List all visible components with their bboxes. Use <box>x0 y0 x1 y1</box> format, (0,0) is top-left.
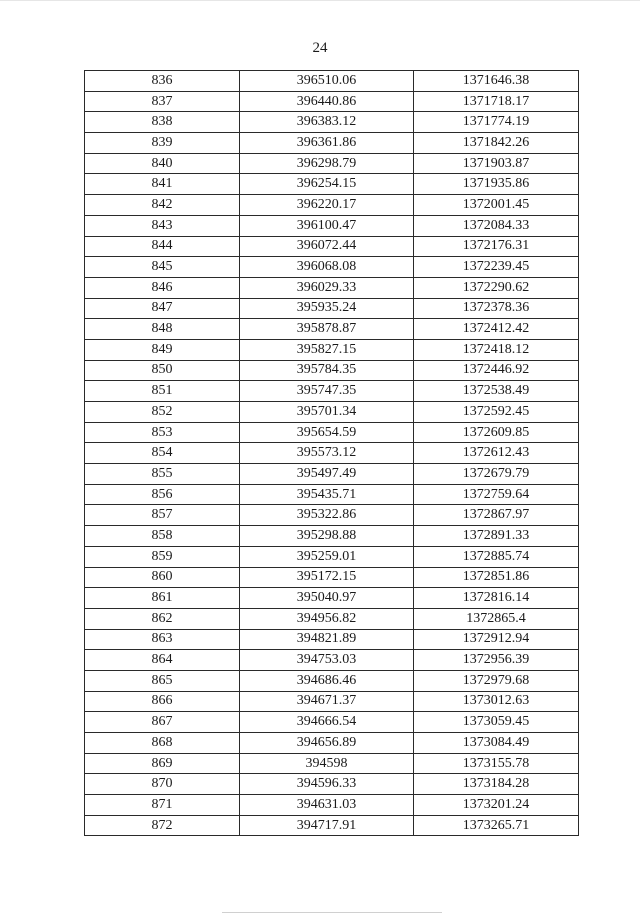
y-coordinate-cell: 1372612.43 <box>414 443 579 464</box>
y-coordinate-cell: 1372378.36 <box>414 298 579 319</box>
x-coordinate-cell: 394671.37 <box>240 691 414 712</box>
table-row <box>85 236 579 257</box>
x-coordinate-cell: 396029.33 <box>240 277 414 298</box>
y-coordinate-cell: 1372446.92 <box>414 360 579 381</box>
table-row <box>85 629 579 650</box>
point-number-cell: 848 <box>85 319 240 340</box>
point-number-cell: 858 <box>85 526 240 547</box>
y-coordinate-cell: 1371718.17 <box>414 91 579 112</box>
y-coordinate-cell: 1372084.33 <box>414 215 579 236</box>
table-row <box>85 215 579 236</box>
y-coordinate-cell: 1372592.45 <box>414 402 579 423</box>
x-coordinate-cell: 395747.35 <box>240 381 414 402</box>
y-coordinate-cell: 1372851.86 <box>414 567 579 588</box>
table-row <box>85 402 579 423</box>
coordinate-table <box>84 70 579 836</box>
x-coordinate-cell: 395040.97 <box>240 588 414 609</box>
y-coordinate-cell: 1372865.4 <box>414 608 579 629</box>
point-number-cell: 854 <box>85 443 240 464</box>
point-number-cell: 846 <box>85 277 240 298</box>
table-row <box>85 733 579 754</box>
point-number-cell: 837 <box>85 91 240 112</box>
table-row <box>85 795 579 816</box>
point-number-cell: 856 <box>85 484 240 505</box>
y-coordinate-cell: 1373265.71 <box>414 815 579 836</box>
x-coordinate-cell: 394598 <box>240 753 414 774</box>
x-coordinate-cell: 395497.49 <box>240 464 414 485</box>
y-coordinate-cell: 1373184.28 <box>414 774 579 795</box>
x-coordinate-cell: 395784.35 <box>240 360 414 381</box>
x-coordinate-cell: 396298.79 <box>240 153 414 174</box>
y-coordinate-cell: 1371646.38 <box>414 71 579 92</box>
y-coordinate-cell: 1373201.24 <box>414 795 579 816</box>
x-coordinate-cell: 395878.87 <box>240 319 414 340</box>
x-coordinate-cell: 394656.89 <box>240 733 414 754</box>
page-number: 24 <box>312 40 328 56</box>
y-coordinate-cell: 1372176.31 <box>414 236 579 257</box>
y-coordinate-cell: 1372412.42 <box>414 319 579 340</box>
x-coordinate-cell: 394666.54 <box>240 712 414 733</box>
table-row <box>85 91 579 112</box>
y-coordinate-cell: 1372979.68 <box>414 670 579 691</box>
y-coordinate-cell: 1373155.78 <box>414 753 579 774</box>
table-row <box>85 546 579 567</box>
y-coordinate-cell: 1371935.86 <box>414 174 579 195</box>
x-coordinate-cell: 396220.17 <box>240 195 414 216</box>
y-coordinate-cell: 1371842.26 <box>414 133 579 154</box>
y-coordinate-cell: 1372759.64 <box>414 484 579 505</box>
x-coordinate-cell: 395172.15 <box>240 567 414 588</box>
table-row <box>85 484 579 505</box>
point-number-cell: 870 <box>85 774 240 795</box>
table-row <box>85 195 579 216</box>
point-number-cell: 844 <box>85 236 240 257</box>
point-number-cell: 851 <box>85 381 240 402</box>
y-coordinate-cell: 1372816.14 <box>414 588 579 609</box>
point-number-cell: 872 <box>85 815 240 836</box>
point-number-cell: 850 <box>85 360 240 381</box>
y-coordinate-cell: 1372538.49 <box>414 381 579 402</box>
x-coordinate-cell: 396440.86 <box>240 91 414 112</box>
x-coordinate-cell: 395701.34 <box>240 402 414 423</box>
point-number-cell: 843 <box>85 215 240 236</box>
point-number-cell: 842 <box>85 195 240 216</box>
point-number-cell: 849 <box>85 339 240 360</box>
table-row <box>85 670 579 691</box>
x-coordinate-cell: 394631.03 <box>240 795 414 816</box>
table-row <box>85 526 579 547</box>
point-number-cell: 853 <box>85 422 240 443</box>
y-coordinate-cell: 1372912.94 <box>414 629 579 650</box>
scan-edge-bottom <box>222 912 442 913</box>
y-coordinate-cell: 1372679.79 <box>414 464 579 485</box>
y-coordinate-cell: 1372867.97 <box>414 505 579 526</box>
table-row <box>85 381 579 402</box>
table-row <box>85 277 579 298</box>
table-row <box>85 443 579 464</box>
y-coordinate-cell: 1372609.85 <box>414 422 579 443</box>
point-number-cell: 863 <box>85 629 240 650</box>
point-number-cell: 862 <box>85 608 240 629</box>
table-row <box>85 753 579 774</box>
y-coordinate-cell: 1373059.45 <box>414 712 579 733</box>
point-number-cell: 871 <box>85 795 240 816</box>
table-row <box>85 174 579 195</box>
table-row <box>85 650 579 671</box>
point-number-cell: 838 <box>85 112 240 133</box>
y-coordinate-cell: 1372239.45 <box>414 257 579 278</box>
table-row <box>85 133 579 154</box>
table-row <box>85 608 579 629</box>
x-coordinate-cell: 394717.91 <box>240 815 414 836</box>
x-coordinate-cell: 395654.59 <box>240 422 414 443</box>
point-number-cell: 845 <box>85 257 240 278</box>
y-coordinate-cell: 1372418.12 <box>414 339 579 360</box>
x-coordinate-cell: 396100.47 <box>240 215 414 236</box>
table-row <box>85 153 579 174</box>
x-coordinate-cell: 396510.06 <box>240 71 414 92</box>
y-coordinate-cell: 1372290.62 <box>414 277 579 298</box>
table-row <box>85 815 579 836</box>
table-row <box>85 257 579 278</box>
point-number-cell: 869 <box>85 753 240 774</box>
point-number-cell: 836 <box>85 71 240 92</box>
x-coordinate-cell: 394956.82 <box>240 608 414 629</box>
point-number-cell: 841 <box>85 174 240 195</box>
x-coordinate-cell: 394596.33 <box>240 774 414 795</box>
point-number-cell: 855 <box>85 464 240 485</box>
table-row <box>85 71 579 92</box>
table-row <box>85 339 579 360</box>
point-number-cell: 868 <box>85 733 240 754</box>
x-coordinate-cell: 394821.89 <box>240 629 414 650</box>
table-row <box>85 588 579 609</box>
x-coordinate-cell: 394753.03 <box>240 650 414 671</box>
table-row <box>85 464 579 485</box>
table-row <box>85 712 579 733</box>
table-row <box>85 422 579 443</box>
table-row <box>85 774 579 795</box>
x-coordinate-cell: 395435.71 <box>240 484 414 505</box>
x-coordinate-cell: 396361.86 <box>240 133 414 154</box>
point-number-cell: 867 <box>85 712 240 733</box>
table-row <box>85 112 579 133</box>
point-number-cell: 865 <box>85 670 240 691</box>
x-coordinate-cell: 395827.15 <box>240 339 414 360</box>
point-number-cell: 859 <box>85 546 240 567</box>
point-number-cell: 839 <box>85 133 240 154</box>
point-number-cell: 864 <box>85 650 240 671</box>
point-number-cell: 860 <box>85 567 240 588</box>
point-number-cell: 866 <box>85 691 240 712</box>
y-coordinate-cell: 1372885.74 <box>414 546 579 567</box>
point-number-cell: 840 <box>85 153 240 174</box>
x-coordinate-cell: 394686.46 <box>240 670 414 691</box>
table-row <box>85 567 579 588</box>
y-coordinate-cell: 1371774.19 <box>414 112 579 133</box>
table-row <box>85 360 579 381</box>
table-row <box>85 319 579 340</box>
x-coordinate-cell: 396068.08 <box>240 257 414 278</box>
table-row <box>85 691 579 712</box>
x-coordinate-cell: 395259.01 <box>240 546 414 567</box>
x-coordinate-cell: 395935.24 <box>240 298 414 319</box>
y-coordinate-cell: 1372891.33 <box>414 526 579 547</box>
table-row <box>85 505 579 526</box>
table-row <box>85 298 579 319</box>
y-coordinate-cell: 1372001.45 <box>414 195 579 216</box>
point-number-cell: 852 <box>85 402 240 423</box>
y-coordinate-cell: 1371903.87 <box>414 153 579 174</box>
x-coordinate-cell: 395573.12 <box>240 443 414 464</box>
coordinate-table-body <box>85 71 579 836</box>
point-number-cell: 847 <box>85 298 240 319</box>
x-coordinate-cell: 396254.15 <box>240 174 414 195</box>
y-coordinate-cell: 1372956.39 <box>414 650 579 671</box>
y-coordinate-cell: 1373084.49 <box>414 733 579 754</box>
point-number-cell: 861 <box>85 588 240 609</box>
x-coordinate-cell: 396072.44 <box>240 236 414 257</box>
point-number-cell: 857 <box>85 505 240 526</box>
x-coordinate-cell: 395322.86 <box>240 505 414 526</box>
x-coordinate-cell: 396383.12 <box>240 112 414 133</box>
scan-edge-top <box>0 0 640 1</box>
x-coordinate-cell: 395298.88 <box>240 526 414 547</box>
y-coordinate-cell: 1373012.63 <box>414 691 579 712</box>
